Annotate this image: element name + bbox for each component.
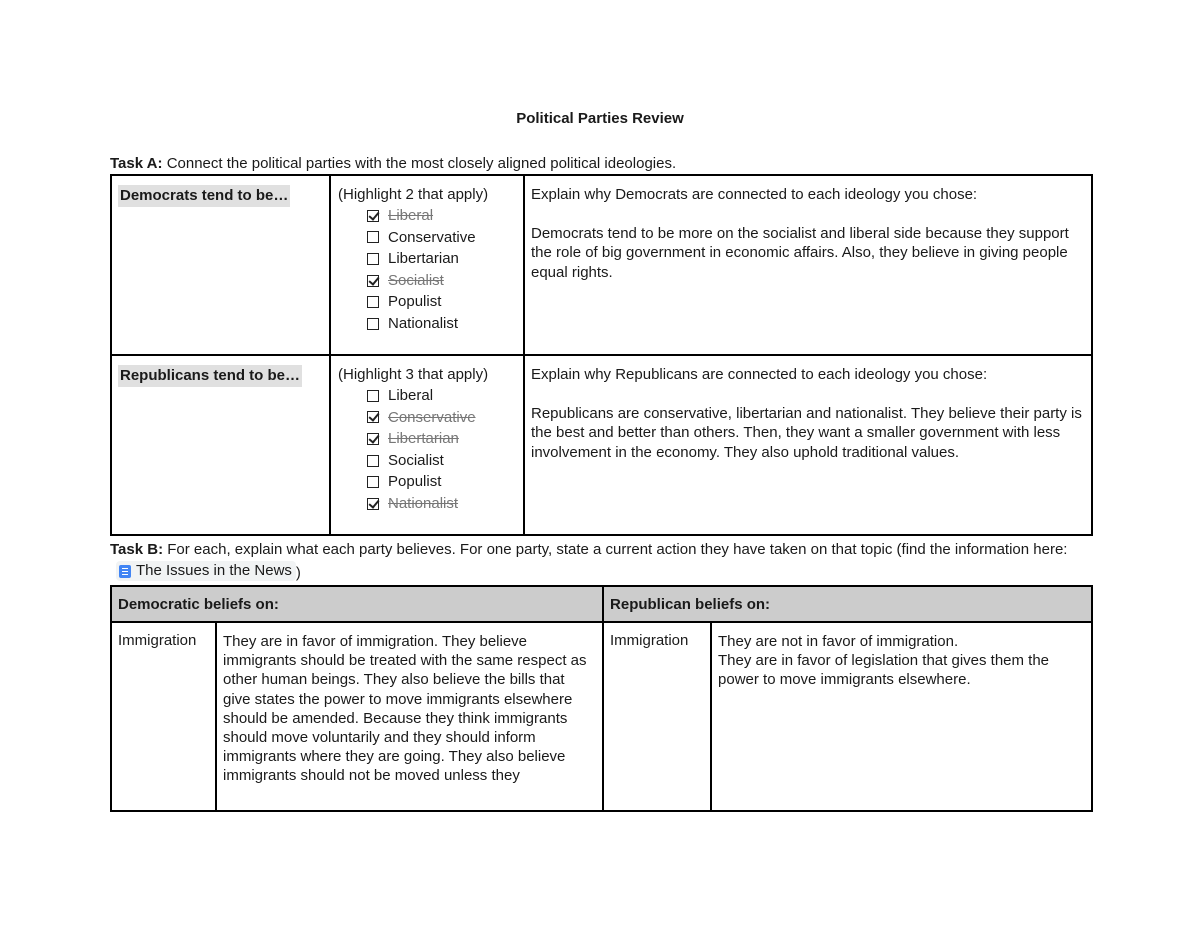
checkbox-icon[interactable] — [367, 318, 379, 330]
explanation-prompt: Explain why Republicans are connected to each ideology you chose: — [531, 366, 988, 383]
dem-belief-cell[interactable] — [216, 622, 603, 811]
republican-beliefs-header: Republican beliefs on: — [603, 586, 1092, 622]
rep-belief-cell[interactable] — [711, 622, 1092, 811]
highlight-note: (Highlight 3 that apply) — [338, 366, 489, 383]
party-cell — [111, 355, 330, 535]
ideology-option-label: Nationalist — [388, 314, 459, 332]
party-label: Democrats tend to be… — [118, 185, 290, 207]
task-b-intro — [110, 539, 1090, 585]
ideology-option-label: Populist — [388, 293, 442, 311]
ideology-option-label: Conservative — [388, 228, 476, 246]
ideology-checklist — [338, 205, 523, 335]
task-b-table — [110, 585, 1093, 812]
ideology-option-label: Socialist — [388, 451, 444, 469]
task-a-row-republicans — [111, 355, 1092, 535]
ideology-option[interactable] — [367, 493, 523, 515]
task-b-header-row — [111, 586, 1092, 622]
google-doc-icon — [119, 565, 131, 578]
page-title: Political Parties Review — [516, 110, 684, 127]
ideology-options-cell — [330, 355, 524, 535]
checkbox-icon[interactable] — [367, 411, 379, 423]
explanation-answer[interactable]: Democrats tend to be more on the socialist and liberal side because they support the role of big government in economic affairs. Also, they believe in giving people equal rights. — [531, 224, 1069, 281]
task-a-row-democrats — [111, 175, 1092, 355]
task-a-table — [110, 174, 1093, 536]
task-b-label: Task B: — [110, 541, 164, 558]
ideology-options-cell — [330, 175, 524, 355]
checkbox-icon[interactable] — [367, 275, 379, 287]
link-text[interactable]: The Issues in the News — [136, 562, 292, 579]
task-b-instruction-end: ) — [295, 564, 301, 582]
checkbox-icon[interactable] — [367, 476, 379, 488]
ideology-option-label: Socialist — [388, 271, 444, 289]
task-b-row-immigration — [111, 622, 1092, 811]
checkbox-icon[interactable] — [367, 296, 379, 308]
checkbox-icon[interactable] — [367, 433, 379, 445]
dem-topic-cell: Immigration — [111, 622, 216, 811]
ideology-option[interactable] — [367, 313, 523, 335]
party-label: Republicans tend to be… — [118, 365, 302, 387]
checkbox-icon[interactable] — [367, 231, 379, 243]
checkbox-icon[interactable] — [367, 210, 379, 222]
task-a-label: Task A: — [110, 155, 163, 172]
ideology-option-label: Conservative — [388, 408, 476, 426]
ideology-option-label: Populist — [388, 473, 442, 491]
democratic-beliefs-header: Democratic beliefs on: — [111, 586, 603, 622]
ideology-option-label: Libertarian — [388, 250, 459, 268]
task-a-intro — [110, 153, 676, 175]
ideology-option-label: Liberal — [388, 207, 434, 224]
ideology-option[interactable] — [367, 385, 523, 407]
ideology-option[interactable] — [367, 428, 523, 450]
rep-belief-line[interactable]: They are in favor of legislation that gives them the power to move immigrants elsewhere. — [718, 652, 1050, 689]
ideology-option[interactable] — [367, 471, 523, 493]
checkbox-icon[interactable] — [367, 253, 379, 265]
task-b-instruction: For each, explain what each party believes. For one party, state a current action they have taken on that topic (find the information here: — [167, 541, 1068, 558]
ideology-checklist — [338, 385, 523, 515]
checkbox-icon[interactable] — [367, 498, 379, 510]
checkbox-icon[interactable] — [367, 455, 379, 467]
ideology-option-label: Libertarian — [388, 430, 459, 448]
ideology-option-label: Liberal — [388, 387, 434, 404]
explanation-answer[interactable]: Republicans are conservative, libertarian and nationalist. They believe their party is the best and better than others. Then, they want a smaller government with less involvement in the economy. They also uphold traditional values. — [531, 404, 1082, 461]
ideology-option[interactable] — [367, 248, 523, 270]
rep-belief-line[interactable]: They are not in favor of immigration. — [718, 633, 959, 650]
explanation-prompt: Explain why Democrats are connected to each ideology you chose: — [531, 186, 978, 203]
task-a-instruction: Connect the political parties with the most closely aligned political ideologies. — [166, 155, 677, 172]
ideology-option[interactable] — [367, 450, 523, 472]
ideology-option[interactable] — [367, 227, 523, 249]
checkbox-icon[interactable] — [367, 390, 379, 402]
issues-in-the-news-link[interactable] — [116, 561, 296, 581]
party-cell — [111, 175, 330, 355]
highlight-note: (Highlight 2 that apply) — [338, 186, 489, 203]
ideology-option[interactable] — [367, 407, 523, 429]
ideology-option[interactable] — [367, 270, 523, 292]
rep-topic-cell: Immigration — [603, 622, 711, 811]
ideology-option-label: Nationalist — [388, 494, 459, 512]
explanation-cell[interactable] — [524, 175, 1092, 355]
dem-belief-text[interactable]: They are in favor of immigration. They believe immigrants should be treated with the same respect as other human beings. They also believe the bills that give states the power to move immigrants elsewhere should be amended. Because they think immigrants should move voluntarily and they should inform immigrants where they are going. They also believe immigrants should not be moved unless they — [223, 633, 587, 785]
rep-belief-text[interactable] — [718, 632, 1085, 802]
ideology-option[interactable] — [367, 291, 523, 313]
explanation-cell[interactable] — [524, 355, 1092, 535]
ideology-option[interactable] — [367, 205, 523, 227]
